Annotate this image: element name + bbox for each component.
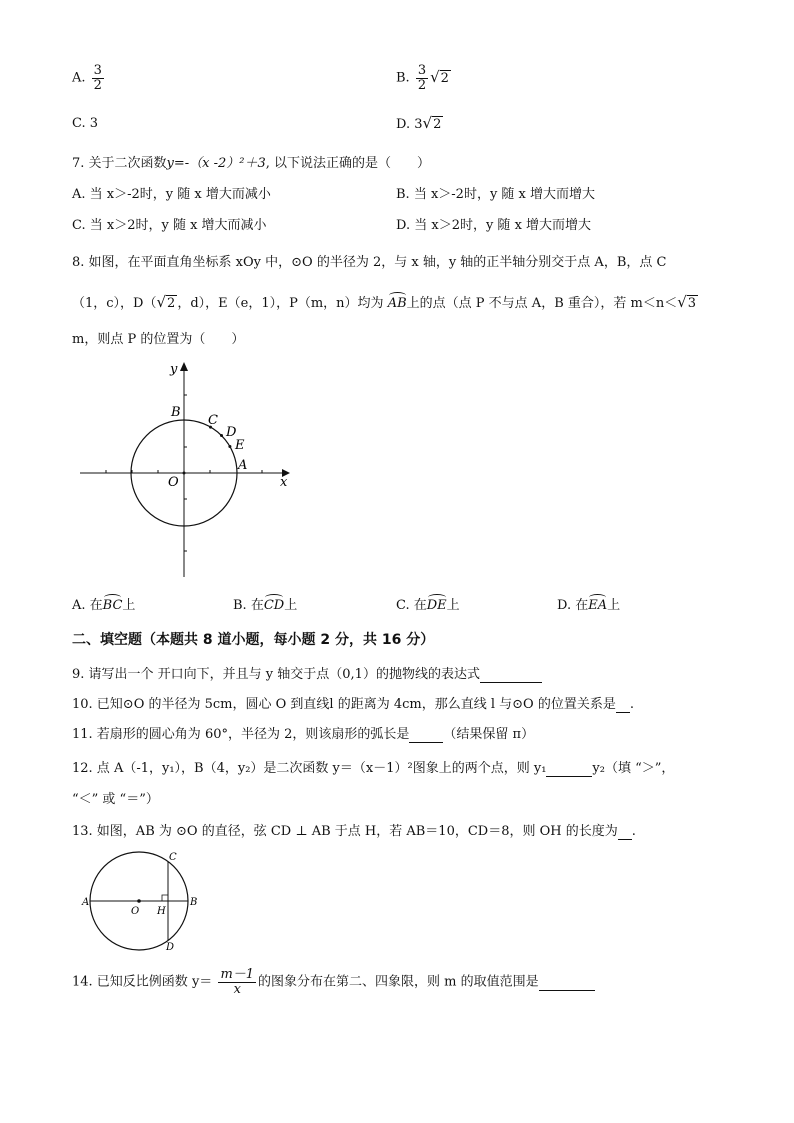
q8-option-a: A. 在BC上 — [72, 598, 136, 613]
label-c: C — [169, 852, 177, 863]
label-e: E — [235, 438, 245, 453]
q8-line3: m，则点 P 的位置为（ ） — [72, 332, 245, 347]
answer-blank[interactable] — [539, 975, 595, 991]
radical-icon: √ — [677, 293, 687, 311]
label-y: y — [170, 362, 178, 377]
label-h: H — [157, 906, 166, 917]
q8-figure — [70, 355, 310, 585]
q9: 9. 请写出一个 开口向下，并且与 y 轴交于点（0,1）的抛物线的表达式 — [72, 663, 542, 683]
answer-blank[interactable] — [480, 667, 542, 683]
label-d: D — [226, 425, 237, 440]
answer-blank[interactable] — [409, 727, 443, 743]
q6-option-a: A. $\frac{3}{2}$ — [72, 63, 102, 93]
point-e — [228, 445, 231, 448]
q11: 11. 若扇形的圆心角为 60°，半径为 2，则该扇形的弧长是 （结果保留 π） — [72, 727, 535, 742]
arc-ab: AB — [387, 296, 407, 311]
q8-option-c: C. 在DE上 — [396, 598, 460, 613]
q6-option-d: D. 3√2 — [396, 114, 442, 132]
q6-option-c: C. 3 — [72, 116, 99, 131]
q8-line1: 8. 如图，在平面直角坐标系 xOy 中，⊙O 的半径为 2，与 x 轴，y 轴的正半轴分别交于点 A，B，点 C — [72, 255, 667, 270]
q7-option-b: B. 当 x＞-2时，y 随 x 增大而增大 — [396, 187, 596, 202]
label-o: O — [168, 475, 179, 490]
q12-line1: 12. 点 A（-1，y₁），B（4，y₂）是二次函数 y＝（x－1）²图象上的两个点，则 y₁ y₂（填 “＞”， — [72, 761, 675, 776]
q8-line2: （1，c），D（√2 ，d），E（e，1），P（m，n）均为 AB上的点（点 P 不与点 A，B 重合），若 m＜n＜√3 — [72, 293, 697, 311]
point-d — [220, 434, 223, 437]
fraction: $\frac{m-1}{x}$ — [220, 967, 255, 997]
answer-blank[interactable] — [618, 824, 632, 840]
fraction: $\frac{3}{2}$ — [93, 63, 102, 93]
q7-option-d: D. 当 x＞2时，y 随 x 增大而增大 — [396, 218, 592, 233]
point-o — [137, 899, 141, 903]
q6-option-b: B. $\frac{3}{2}$ √2 — [396, 63, 449, 93]
label-a: A — [238, 458, 248, 473]
q7-option-c: C. 当 x＞2时，y 随 x 增大而减小 — [72, 218, 267, 233]
q8-option-d: D. 在EA上 — [557, 598, 621, 613]
y-axis-arrow-icon — [180, 362, 188, 371]
label-d: D — [166, 942, 175, 953]
label-b: B — [190, 897, 198, 908]
q7-stem: 7. 关于二次函数y=-（x -2）²＋3, 以下说法正确的是（ ） — [72, 156, 431, 171]
radical-icon: √ — [422, 114, 433, 132]
label-b: B — [171, 405, 181, 420]
label-x: x — [280, 475, 288, 490]
radical-icon: √ — [430, 67, 440, 86]
q12-line2: “＜” 或 “＝”） — [72, 792, 159, 807]
point-o — [183, 472, 186, 475]
radical-icon: √ — [156, 293, 167, 311]
q13-figure — [76, 848, 208, 954]
section-fill-in-title: 二、填空题（本题共 8 道小题，每小题 2 分，共 16 分） — [72, 632, 435, 648]
q8-option-b: B. 在CD上 — [233, 598, 298, 613]
q7-option-a: A. 当 x＞-2时，y 随 x 增大而减小 — [72, 187, 271, 202]
answer-blank[interactable] — [546, 761, 592, 777]
label-a: A — [82, 897, 90, 908]
label-o: O — [131, 906, 140, 917]
fraction: $\frac{3}{2}$ — [417, 63, 427, 93]
answer-blank[interactable] — [616, 697, 630, 713]
right-angle-mark — [162, 895, 168, 901]
label-c: C — [208, 413, 218, 428]
q10: 10. 已知⊙O 的半径为 5cm，圆心 O 到直线l 的距离为 4cm，那么直线 l 与⊙O 的位置关系是 . — [72, 697, 634, 712]
q13: 13. 如图，AB 为 ⊙O 的直径，弦 CD ⊥ AB 于点 H，若 AB＝10，CD＝8，则 OH 的长度为 . — [72, 824, 636, 839]
q14: 14. 已知反比例函数 y＝ $\frac{m-1}{x}$ 的图象分布在第二、四象限，则 m 的取值范围是 — [72, 968, 595, 996]
